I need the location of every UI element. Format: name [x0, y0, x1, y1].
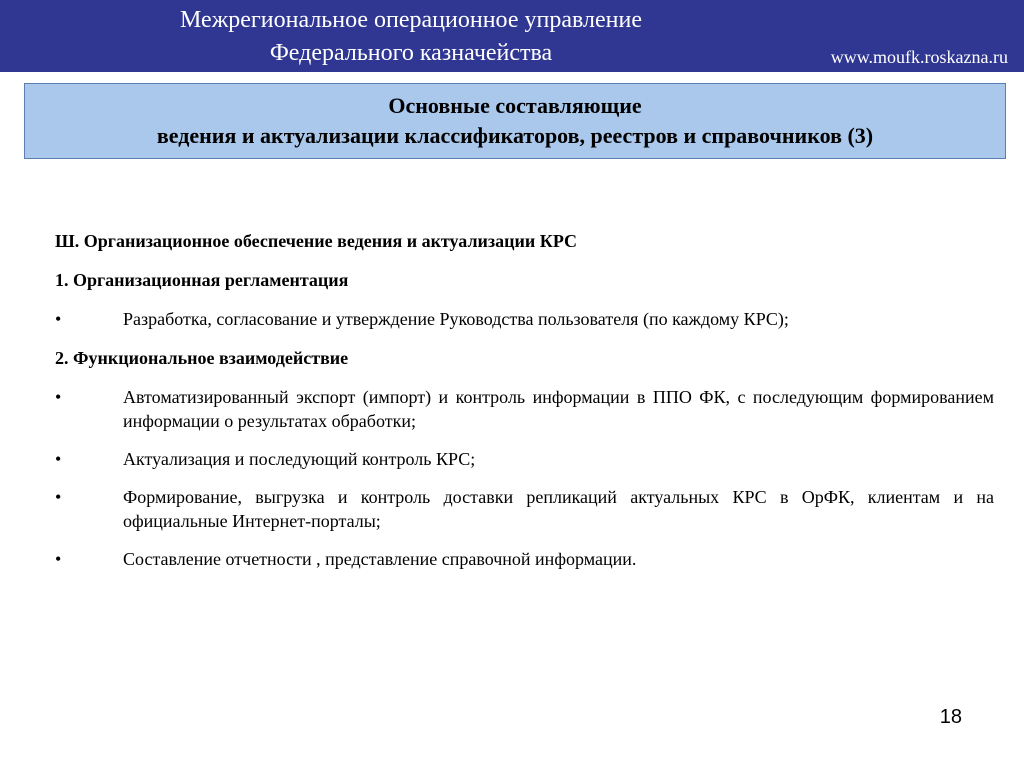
list-item-text: Формирование, выгрузка и контроль доставки репликаций актуальных КРС в ОрФК, клиентам и на официальные Интернет-порталы; — [123, 487, 994, 531]
subsection-heading-1: 1. Организационная регламентация — [55, 270, 349, 290]
section-heading: Ш. Организационное обеспечение ведения и актуализации КРС — [55, 231, 578, 251]
list-item-text: Автоматизированный экспорт (импорт) и контроль информации в ППО ФК, с последующим формированием информации о результатах обработки; — [123, 387, 994, 431]
list-item — [55, 447, 994, 471]
header-bar — [0, 0, 1024, 72]
slide-title-box — [24, 83, 1006, 159]
list-item-text: Разработка, согласование и утверждение Руководства пользователя (по каждому КРС); — [123, 309, 789, 329]
slide-title-line1: Основные составляющие — [388, 93, 642, 118]
bullet-icon: • — [55, 549, 62, 569]
slide-content — [55, 229, 994, 571]
page-number: 18 — [939, 706, 962, 728]
list-item-text: Актуализация и последующий контроль КРС; — [123, 449, 476, 469]
slide-title-line2: ведения и актуализации классификаторов, реестров и справочников (3) — [156, 123, 874, 148]
header-org-subname: Федерального казначейства — [269, 40, 553, 66]
header-org-name: Межрегиональное операционное управление — [180, 7, 642, 33]
header-website-link[interactable]: www.moufk.roskazna.ru — [830, 47, 1008, 67]
list-item — [55, 307, 994, 331]
subsection-heading-2: 2. Функциональное взаимодействие — [55, 348, 349, 368]
list-item — [55, 485, 994, 533]
bullet-icon: • — [55, 487, 62, 507]
list-item-text: Составление отчетности , представление справочной информации. — [123, 549, 637, 569]
bullet-icon: • — [55, 449, 62, 469]
list-item — [55, 547, 994, 571]
bullet-icon: • — [55, 387, 62, 407]
bullet-icon: • — [55, 309, 62, 329]
list-item — [55, 385, 994, 433]
